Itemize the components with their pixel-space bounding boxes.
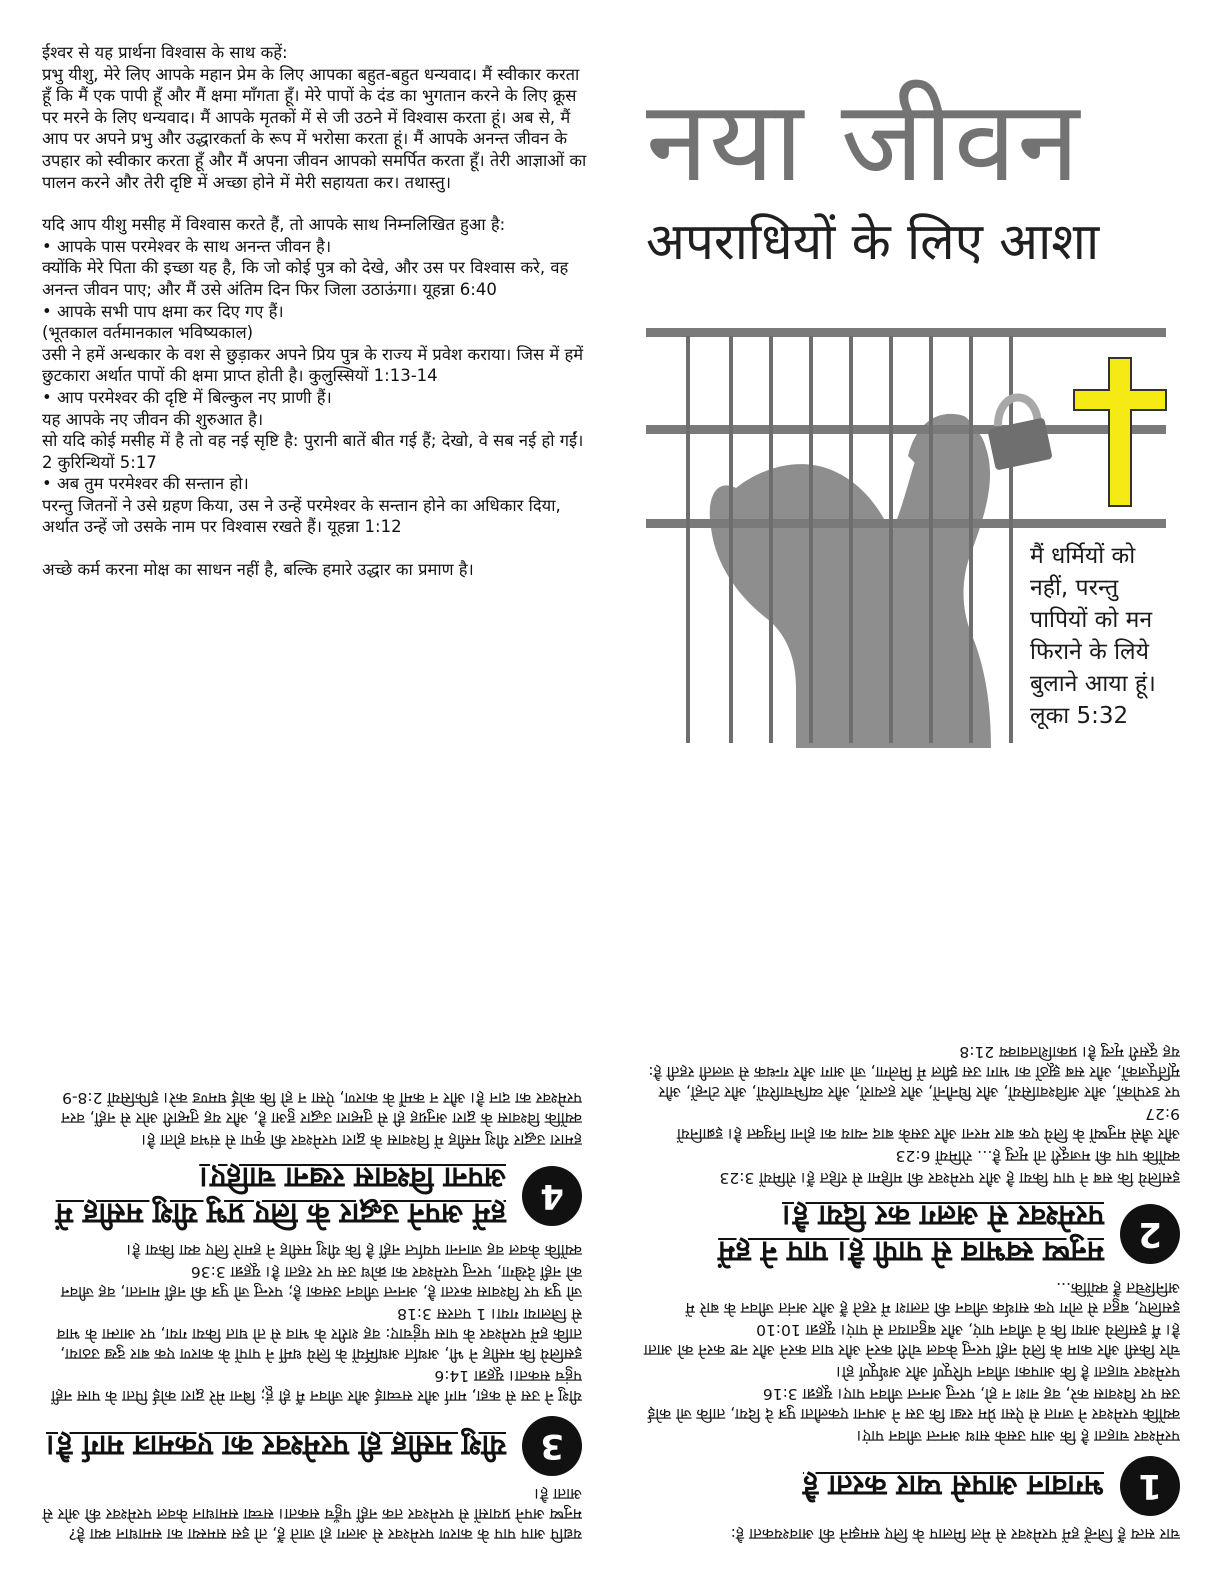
step-number-4: 4 bbox=[522, 1166, 582, 1226]
tense-note: (भूतकाल वर्तमानकाल भविष्यकाल) bbox=[42, 323, 254, 343]
section-3-title: यीशु मसीह ही परमेश्वर का एकमात्र मार्ग है। bbox=[46, 1429, 506, 1463]
section-1-heading bbox=[640, 1456, 1180, 1516]
section-3-heading bbox=[42, 1416, 582, 1476]
panel-left-intro: यद्यपि आप पाप के कारण परमेश्वर से अलग हो जाते हैं, तो इस समस्या का समाधान क्या है? मनुष्य अपने प्रयासों से परमेश्वर तक नहीं पहुँच सकता। सच्चा समाधान केवल परमेश्वर की ओर से आता है। bbox=[42, 1485, 582, 1543]
section-4-heading bbox=[42, 1160, 582, 1232]
verse-2-corinthians: सो यदि कोई मसीह में है तो वह नई सृष्टि है: पुरानी बातें बीत गई हैं; देखो, वे सब नई हो गईं। 2 कुरिन्थियों 5:17 bbox=[42, 431, 584, 472]
panel-steps-3-4 bbox=[42, 800, 582, 1544]
verse-colossians: उसी ने हमें अन्धकार के वश से छुड़ाकर अपने प्रिय पुत्र के राज्य में प्रवेश कराया। जिस में हमें छुटकारा अर्थात पापों की क्षमा प्राप्त होती है। कुलुस्सियों 1:13-14 bbox=[42, 344, 584, 386]
section-1-text-1: परमेश्वर चाहता है कि आप उसके साथ अनन्त जीवन पाएं। bbox=[856, 1427, 1180, 1445]
section-2-text-3: और जैसे मनुष्यों के लिये एक बार मरना और उसके बाद न्याय का होना नियुक्त है। इब्रानियों 9:27 bbox=[676, 1105, 1180, 1143]
section-1-text-5: इसलिए, बहुत से लोग एक सार्थक जीवन की तलाश में रहते हैं और अनंत जीवन के बारे में अनिश्चित हैं क्योंकि... bbox=[685, 1279, 1180, 1317]
bullet-children-of-god: • अब तुम परमेश्वर की सन्तान हो। bbox=[42, 474, 249, 494]
bullet-new-creature: • आप परमेश्वर की दृष्टि में बिल्कुल नए प्राणी हैं। bbox=[42, 387, 332, 407]
section-3-text-2: इसलिये कि मसीह ने भी, अर्थात अधर्मियों के लिये धर्मी ने पापों के कारण एक बार दुख उठाया, ताकि हमें परमेश्वर के पास पहुंचाए: वह शरीर के भाव से तो घात किया गया, पर आत्मा के भाव से जिलाया गया। 1 पतरस 3:18 bbox=[56, 1305, 582, 1363]
closing-statement: अच्छे कर्म करना मोक्ष का साधन नहीं है, बल्कि हमारे उद्धार का प्रमाण है। bbox=[42, 560, 474, 580]
panel-right-intro: चार सत्य हैं जिन्हें हमें परमेश्वर से मेल मिलाप के लिए समझने की आवश्यकता है: bbox=[730, 1525, 1180, 1543]
prayer-panel bbox=[42, 42, 587, 581]
panel-steps-1-2 bbox=[640, 800, 1180, 1544]
cover-verse-luke: मैं धर्मियों को नहीं, परन्तु पापियों को मन फिराने के लिये बुलाने आया हूं। लूका 5:32 bbox=[1030, 543, 1156, 729]
step-number-2: 2 bbox=[1120, 1204, 1180, 1264]
section-1-text-2: क्योंकि परमेश्वर ने जगत से ऐसा प्रेम रखा कि उस ने अपना एकलौता पुत्र दे दिया, ताकि जो कोई उस पर विश्वास करे, वह नाश न हो, परन्तु अनन्त जीवन पाए। यूहन्ना 3:16 bbox=[647, 1385, 1180, 1423]
section-2-text-2: क्योंकि पाप की मजदूरी तो मृत्यु है… रोमियों 6:23 bbox=[895, 1147, 1180, 1165]
section-1-text-3: परमेश्वर चाहता है कि आपका जीवन परिपूर्ण और अर्थपूर्ण हो। bbox=[836, 1363, 1180, 1381]
prayer-text: प्रभु यीशु, मेरे लिए आपके महान प्रेम के लिए आपका बहुत-बहुत धन्यवाद। मैं स्वीकार करता हूँ कि मैं एक पापी हूँ और मैं क्षमा माँगता हूँ। मेरे पापों के दंड का भुगतान करने के लिए क्रूस पर मरने के लिए धन्यवाद। मैं आपके मृतकों में से जी उठने में विश्वास करता हूं। अब से, मैं आप पर अपने प्रभु और उद्धारकर्ता के रूप में भरोसा करता हूं। मैं आपके अनन्त जीवन के उपहार को स्वीकार करता हूँ और मैं अपना जीवन आपको समर्पित करता हूँ। तेरी आज्ञाओं का पालन करने और तेरी दृष्टि में अच्छा होने में मेरी सहायता कर। तथास्तु। bbox=[42, 64, 587, 192]
bullet-forgiven: • आपके सभी पाप क्षमा कर दिए गए हैं। bbox=[42, 301, 284, 321]
padlock-icon bbox=[987, 398, 1052, 471]
section-3-text-1: यीशु ने उस से कहा, मार्ग और सच्चाई और जीवन मैं ही हूं; बिना मेरे द्वारा कोई पिता के पास नहीं पहुंच सकता। यूहन्ना 14:6 bbox=[51, 1367, 582, 1405]
new-life-start: यह आपके नए जीवन की शुरुआत है। bbox=[42, 409, 264, 429]
step-number-1: 1 bbox=[1120, 1456, 1180, 1516]
section-3-text-3: जो पुत्र पर विश्वास करता है, अनन्त जीवन उसका है; परन्तु जो पुत्र की नहीं मानता, वह जीवन को नहीं देखेगा, परन्तु परमेश्वर का क्रोध उस पर रहता है। यूहन्ना 3:36 bbox=[60, 1263, 582, 1301]
section-2-text-1: इसलिये कि सब ने पाप किया है और परमेश्वर की महिमा से रहित हैं। रोमियों 3:23 bbox=[719, 1169, 1180, 1187]
if-believe-text: यदि आप यीशु मसीह में विश्वास करते हैं, तो आपके साथ निम्नलिखित हुआ है: bbox=[42, 215, 506, 235]
section-4-text-2: क्योंकि विश्वास के द्वारा अनुग्रह ही से तुम्हारा उद्धार हुआ है, और यह तुम्हारी ओर से नहीं, वरन परमेश्वर का दान है। और न कर्मों के कारण, ऐसा न हो कि कोई घमण्ड करे। इफिसियों 2:8-9 bbox=[61, 1089, 582, 1127]
cover-subtitle: अपराधियों के लिए आशा bbox=[646, 213, 1100, 272]
section-1-title: भगवान आपसे प्यार करता है bbox=[802, 1469, 1104, 1503]
step-number-3: 3 bbox=[522, 1416, 582, 1476]
prayer-intro: ईश्वर से यह प्रार्थना विश्वास के साथ कहें: bbox=[42, 43, 288, 62]
verse-john-1-12: परन्तु जितनों ने उसे ग्रहण किया, उस ने उन्हें परमेश्वर के सन्तान होने का अधिकार दिया, अर्थात उन्हें जो उसके नाम पर विश्वास रखते हैं। यूहन्ना 1:12 bbox=[42, 495, 561, 537]
section-2-text-4: पर डरपोकों, और अविश्वासियों, और घिनौनों, और हत्यारों, और व्यभिचारियों, और टोन्हों, और मूर्तिपूजकों, और सब झूठों का भाग उस झील में मिलेगा, जो आग और गन्धक से जलती रहती है: यह दूसरी मृत्यु है। प्रकाशितवाक्य 21:8 bbox=[648, 1043, 1180, 1101]
section-4-text-1: हमारा उद्धार यीशु मसीह में विश्वास के द्वारा परमेश्वर की कृपा से संभव होता है। bbox=[141, 1131, 582, 1149]
section-4-title: हमें अपने उद्धार के लिए प्रभु यीशु मसीह में अपना विश्वास रखना चाहिए। bbox=[55, 1161, 506, 1231]
section-2-heading bbox=[640, 1198, 1180, 1270]
section-1-text-4: चोर किसी और काम के लिये नहीं परन्तु केवल चोरी करने और घात करने और नष्ट करने को आता है। मैं इसलिये आया कि वे जीवन पाएं, और बहुतायत से पाएं। यूहन्ना 10:10 bbox=[643, 1321, 1180, 1359]
section-2-title: मनुष्य स्वभाव से पापी है। पाप ने हमें परमेश्वर से अलग कर दिया है। bbox=[718, 1199, 1104, 1269]
section-3-text-4: क्योंकि केवल वह जानना पर्याप्त नहीं है कि यीशु मसीह ने हमारे लिए क्या किया है। bbox=[126, 1241, 582, 1259]
verse-john-6-40: क्योंकि मेरे पिता की इच्छा यह है, कि जो कोई पुत्र को देखे, और उस पर विश्वास करे, वह अनन्त जीवन पाए; और मैं उसे अंतिम दिन फिर जिला उठाऊंगा। यूहन्ना 6:40 bbox=[42, 258, 569, 299]
cover-title: नया जीवन bbox=[646, 77, 1081, 207]
bullet-eternal-life: • आपके पास परमेश्वर के साथ अनन्त जीवन है। bbox=[42, 236, 332, 256]
